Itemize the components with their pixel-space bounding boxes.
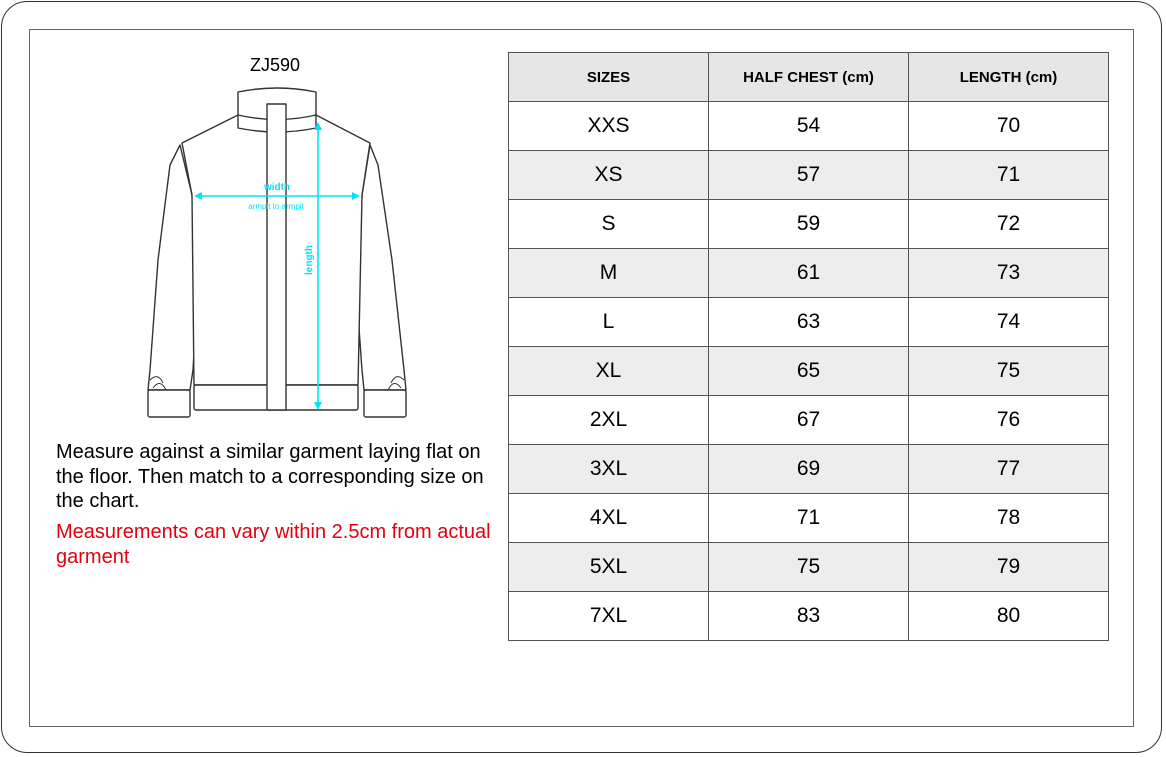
half-chest-cell: 67 [709, 396, 909, 445]
half-chest-cell: 83 [709, 592, 909, 641]
size-cell: 3XL [509, 445, 709, 494]
measurement-tolerance-note: Measurements can vary within 2.5cm from actual garment [56, 521, 491, 568]
size-cell: M [509, 249, 709, 298]
table-row [509, 347, 1109, 396]
width-label: width [263, 182, 291, 193]
header-sizes: SIZES [509, 53, 709, 102]
size-cell: XL [509, 347, 709, 396]
left-cuff [148, 390, 190, 417]
length-cell: 72 [909, 200, 1109, 249]
table-row [509, 494, 1109, 543]
length-cell: 75 [909, 347, 1109, 396]
size-cell: S [509, 200, 709, 249]
size-cell: L [509, 298, 709, 347]
size-cell: 7XL [509, 592, 709, 641]
half-chest-cell: 65 [709, 347, 909, 396]
length-cell: 77 [909, 445, 1109, 494]
half-chest-cell: 57 [709, 151, 909, 200]
half-chest-cell: 71 [709, 494, 909, 543]
size-chart-table [508, 52, 1109, 641]
header-half-chest: HALF CHEST (cm) [709, 53, 909, 102]
table-row [509, 445, 1109, 494]
right-cuff [364, 390, 406, 417]
size-cell: 5XL [509, 543, 709, 592]
length-cell: 78 [909, 494, 1109, 543]
table-row [509, 102, 1109, 151]
zipper [267, 104, 286, 410]
half-chest-cell: 63 [709, 298, 909, 347]
length-cell: 76 [909, 396, 1109, 445]
length-cell: 74 [909, 298, 1109, 347]
size-cell: XXS [509, 102, 709, 151]
jacket-diagram [140, 85, 420, 420]
length-cell: 71 [909, 151, 1109, 200]
table-header-row [509, 53, 1109, 102]
size-cell: 4XL [509, 494, 709, 543]
table-row [509, 396, 1109, 445]
half-chest-cell: 54 [709, 102, 909, 151]
header-length: LENGTH (cm) [909, 53, 1109, 102]
table-row [509, 249, 1109, 298]
length-cell: 70 [909, 102, 1109, 151]
length-label: length [304, 245, 315, 275]
half-chest-cell: 75 [709, 543, 909, 592]
width-sublabel: armpit to armpit [248, 202, 304, 211]
length-cell: 73 [909, 249, 1109, 298]
size-cell: XS [509, 151, 709, 200]
half-chest-cell: 61 [709, 249, 909, 298]
measuring-instructions: Measure against a similar garment laying flat on the floor. Then match to a corresponding size on the chart. [56, 441, 484, 512]
size-cell: 2XL [509, 396, 709, 445]
half-chest-cell: 69 [709, 445, 909, 494]
length-cell: 80 [909, 592, 1109, 641]
table-row [509, 543, 1109, 592]
table-row [509, 298, 1109, 347]
length-cell: 79 [909, 543, 1109, 592]
table-row [509, 592, 1109, 641]
table-row [509, 151, 1109, 200]
half-chest-cell: 59 [709, 200, 909, 249]
product-code: ZJ590 [250, 55, 301, 75]
table-row [509, 200, 1109, 249]
